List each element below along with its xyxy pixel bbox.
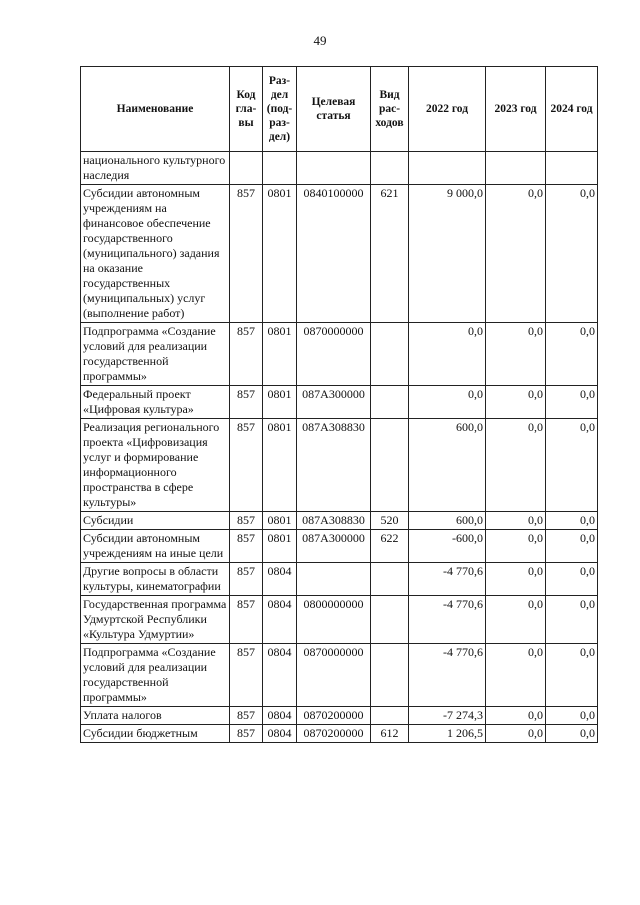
cell-2024: 0,0 (546, 386, 598, 419)
cell-vid-rashodov (371, 596, 409, 644)
header-razdel: Раз- дел (под- раз- дел) (263, 67, 297, 152)
cell-razdel: 0804 (263, 644, 297, 707)
cell-razdel: 0801 (263, 185, 297, 323)
table-row (81, 725, 598, 743)
cell-razdel: 0804 (263, 596, 297, 644)
cell-2023: 0,0 (486, 563, 546, 596)
cell-vid-rashodov (371, 707, 409, 725)
cell-name: Федеральный проект «Цифровая культура» (81, 386, 230, 419)
cell-2022: 600,0 (409, 419, 486, 512)
cell-celevaya-statya (297, 152, 371, 185)
cell-vid-rashodov: 520 (371, 512, 409, 530)
cell-celevaya-statya: 0800000000 (297, 596, 371, 644)
table-header-row (81, 67, 598, 152)
cell-2022: -600,0 (409, 530, 486, 563)
cell-2023: 0,0 (486, 530, 546, 563)
cell-kod-glavy: 857 (230, 563, 263, 596)
cell-name: Субсидии (81, 512, 230, 530)
cell-2023: 0,0 (486, 185, 546, 323)
table-row (81, 530, 598, 563)
cell-2022: 1 206,5 (409, 725, 486, 743)
cell-2023: 0,0 (486, 512, 546, 530)
cell-vid-rashodov (371, 563, 409, 596)
cell-name: Субсидии автономным учреждениям на финансовое обеспечение государственного (муниципального) задания на оказание государственных (муниципальных) услуг (выполнение работ) (81, 185, 230, 323)
cell-2024: 0,0 (546, 530, 598, 563)
cell-2023: 0,0 (486, 323, 546, 386)
cell-kod-glavy: 857 (230, 707, 263, 725)
cell-razdel (263, 152, 297, 185)
table-row (81, 563, 598, 596)
cell-razdel: 0801 (263, 323, 297, 386)
cell-razdel: 0801 (263, 386, 297, 419)
cell-2022: 600,0 (409, 512, 486, 530)
cell-celevaya-statya: 087A300000 (297, 530, 371, 563)
cell-2024: 0,0 (546, 725, 598, 743)
header-vid-rashodov: Вид рас- ходов (371, 67, 409, 152)
cell-celevaya-statya: 0870200000 (297, 725, 371, 743)
header-2023: 2023 год (486, 67, 546, 152)
cell-2022: 0,0 (409, 323, 486, 386)
cell-celevaya-statya: 0840100000 (297, 185, 371, 323)
table-row (81, 386, 598, 419)
header-2022: 2022 год (409, 67, 486, 152)
cell-name: Подпрограмма «Создание условий для реализации государственной программы» (81, 323, 230, 386)
cell-celevaya-statya: 087A308830 (297, 419, 371, 512)
cell-2022: -4 770,6 (409, 596, 486, 644)
cell-2023: 0,0 (486, 596, 546, 644)
cell-2024: 0,0 (546, 185, 598, 323)
cell-celevaya-statya: 0870000000 (297, 644, 371, 707)
cell-name: Субсидии бюджетным (81, 725, 230, 743)
cell-2022: 9 000,0 (409, 185, 486, 323)
cell-razdel: 0801 (263, 512, 297, 530)
cell-2023: 0,0 (486, 725, 546, 743)
cell-2024: 0,0 (546, 512, 598, 530)
cell-2024: 0,0 (546, 563, 598, 596)
cell-2024: 0,0 (546, 419, 598, 512)
table-row (81, 152, 598, 185)
header-celevaya-statya: Целевая статья (297, 67, 371, 152)
table-row (81, 596, 598, 644)
cell-2024: 0,0 (546, 323, 598, 386)
table-row (81, 644, 598, 707)
cell-2022 (409, 152, 486, 185)
header-2024: 2024 год (546, 67, 598, 152)
cell-kod-glavy: 857 (230, 596, 263, 644)
cell-name: Другие вопросы в области культуры, кинематографии (81, 563, 230, 596)
cell-razdel: 0804 (263, 563, 297, 596)
table-row (81, 419, 598, 512)
cell-2024 (546, 152, 598, 185)
cell-celevaya-statya: 0870200000 (297, 707, 371, 725)
cell-2022: -4 770,6 (409, 644, 486, 707)
cell-celevaya-statya: 087A308830 (297, 512, 371, 530)
cell-name: Государственная программа Удмуртской Республики «Культура Удмуртии» (81, 596, 230, 644)
cell-celevaya-statya: 087A300000 (297, 386, 371, 419)
cell-name: национального культурного наследия (81, 152, 230, 185)
cell-vid-rashodov: 622 (371, 530, 409, 563)
page-number: 49 (313, 33, 327, 48)
cell-vid-rashodov (371, 419, 409, 512)
cell-2022: -7 274,3 (409, 707, 486, 725)
cell-kod-glavy (230, 152, 263, 185)
cell-2024: 0,0 (546, 596, 598, 644)
table-row (81, 512, 598, 530)
table-row (81, 323, 598, 386)
cell-kod-glavy: 857 (230, 644, 263, 707)
cell-name: Уплата налогов (81, 707, 230, 725)
table-row (81, 185, 598, 323)
cell-celevaya-statya (297, 563, 371, 596)
cell-2023: 0,0 (486, 644, 546, 707)
cell-name: Субсидии автономным учреждениям на иные цели (81, 530, 230, 563)
cell-razdel: 0804 (263, 725, 297, 743)
cell-vid-rashodov (371, 323, 409, 386)
cell-name: Подпрограмма «Создание условий для реализации государственной программы» (81, 644, 230, 707)
cell-vid-rashodov: 621 (371, 185, 409, 323)
budget-table (80, 66, 598, 743)
cell-kod-glavy: 857 (230, 185, 263, 323)
cell-2024: 0,0 (546, 707, 598, 725)
cell-vid-rashodov (371, 152, 409, 185)
cell-kod-glavy: 857 (230, 419, 263, 512)
cell-name: Реализация регионального проекта «Цифровизация услуг и формирование информационного пространства в сфере культуры» (81, 419, 230, 512)
cell-kod-glavy: 857 (230, 725, 263, 743)
cell-2023: 0,0 (486, 707, 546, 725)
cell-2023: 0,0 (486, 419, 546, 512)
header-name: Наименование (81, 67, 230, 152)
cell-2022: -4 770,6 (409, 563, 486, 596)
cell-2023 (486, 152, 546, 185)
cell-2023: 0,0 (486, 386, 546, 419)
cell-razdel: 0801 (263, 530, 297, 563)
cell-vid-rashodov (371, 644, 409, 707)
cell-razdel: 0801 (263, 419, 297, 512)
cell-2024: 0,0 (546, 644, 598, 707)
cell-vid-rashodov (371, 386, 409, 419)
cell-kod-glavy: 857 (230, 512, 263, 530)
header-kod-glavy: Код гла- вы (230, 67, 263, 152)
cell-2022: 0,0 (409, 386, 486, 419)
table-row (81, 707, 598, 725)
cell-vid-rashodov: 612 (371, 725, 409, 743)
cell-celevaya-statya: 0870000000 (297, 323, 371, 386)
cell-kod-glavy: 857 (230, 530, 263, 563)
cell-kod-glavy: 857 (230, 386, 263, 419)
cell-kod-glavy: 857 (230, 323, 263, 386)
cell-razdel: 0804 (263, 707, 297, 725)
